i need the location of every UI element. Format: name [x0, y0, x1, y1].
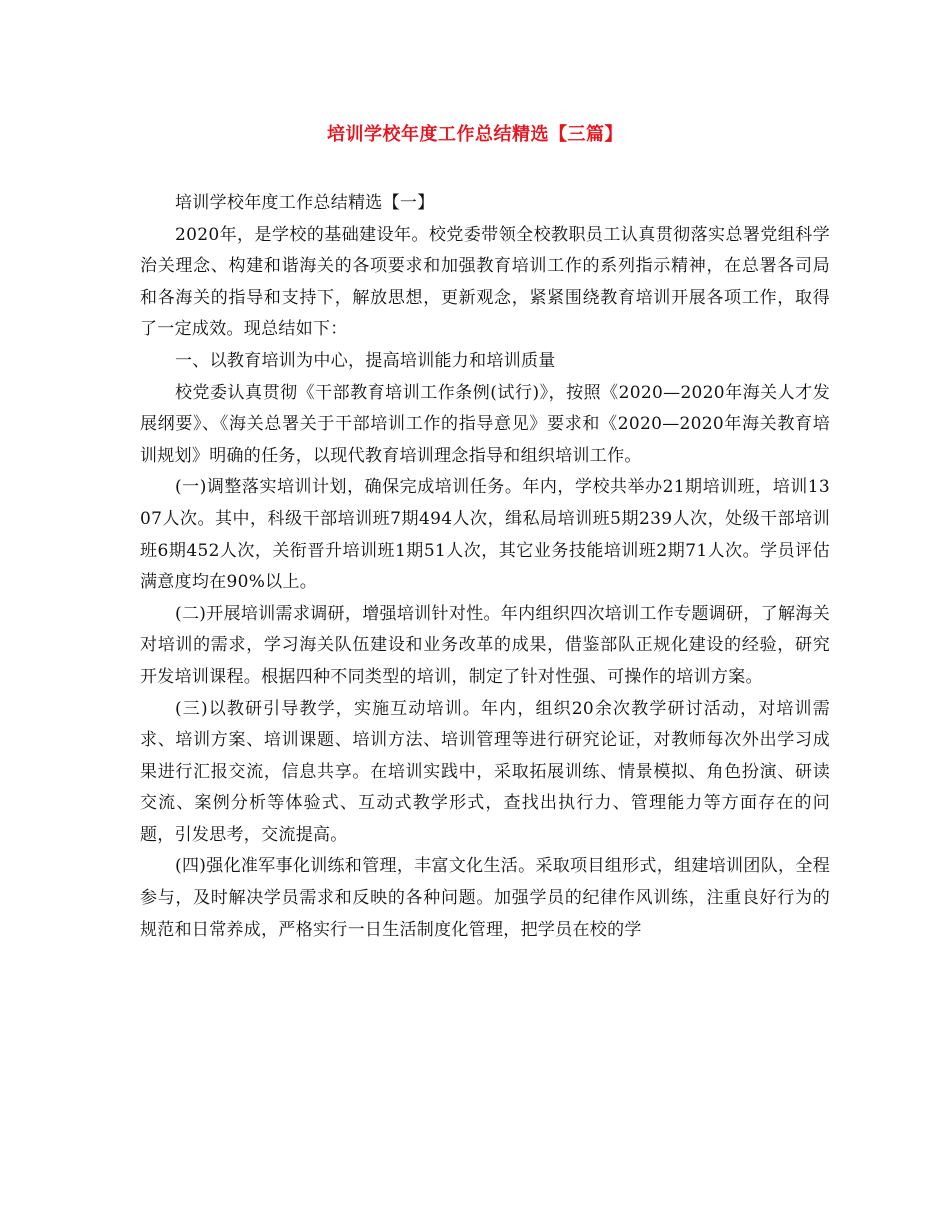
paragraph-intro: 2020年，是学校的基础建设年。校党委带领全校教职员工认真贯彻落实总署党组科学治关理念、构建和谐海关的各项要求和加强教育培训工作的系列指示精神，在总署各司局和各海关的指导和支持下，解放思想，更新观念，紧紧围绕教育培训开展各项工作，取得了一定成效。现总结如下：	[140, 224, 830, 340]
paragraph-item-1: (一)调整落实培训计划，确保完成培训任务。年内，学校共举办21期培训班，培训1307人次。其中，科级干部培训班7期494人次，缉私局培训班5期239人次，处级干部培训班6期452人次，关衔晋升培训班1期51人次，其它业务技能培训班2期71人次。学员评估满意度均在90%以上。	[140, 477, 830, 593]
document-body	[140, 188, 830, 946]
paragraph-policy: 校党委认真贯彻《干部教育培训工作条例(试行)》，按照《2020—2020年海关人才发展纲要》、《海关总署关于干部培训工作的指导意见》要求和《2020—2020年海关教育培训规划》明确的任务，以现代教育培训理念指导和组织培训工作。	[140, 382, 830, 466]
paragraph-heading-1: 一、以教育培训为中心，提高培训能力和培训质量	[175, 350, 556, 371]
paragraph-item-4: (四)强化准军事化训练和管理，丰富文化生活。采取项目组形式，组建培训团队，全程参与，及时解决学员需求和反映的各种问题。加强学员的纪律作风训练，注重良好行为的规范和日常养成，严格实行一日生活制度化管理，把学员在校的学	[140, 856, 830, 940]
paragraph-item-3: (三)以教研引导教学，实施互动培训。年内，组织20余次教学研讨活动，对培训需求、培训方案、培训课题、培训方法、培训管理等进行研究论证，对教师每次外出学习成果进行汇报交流，信息共享。在培训实践中，采取拓展训练、情景模拟、角色扮演、研读交流、案例分析等体验式、互动式教学形式，查找出执行力、管理能力等方面存在的问题，引发思考，交流提高。	[140, 698, 830, 845]
paragraph-item-2: (二)开展培训需求调研，增强培训针对性。年内组织四次培训工作专题调研，了解海关对培训的需求，学习海关队伍建设和业务改革的成果，借鉴部队正规化建设的经验，研究开发培训课程。根据四种不同类型的培训，制定了针对性强、可操作的培训方案。	[140, 603, 830, 687]
document-title: 培训学校年度工作总结精选【三篇】	[327, 124, 623, 145]
paragraph-section-heading: 培训学校年度工作总结精选【一】	[175, 193, 435, 213]
